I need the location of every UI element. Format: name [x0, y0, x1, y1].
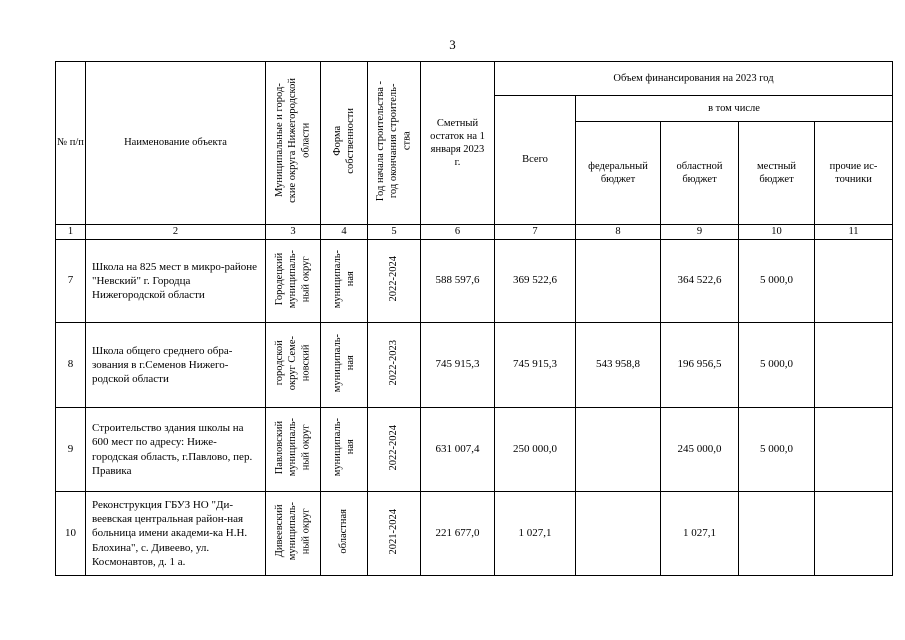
- row-number: 8: [56, 323, 86, 408]
- total-value: 369 522,6: [495, 240, 576, 323]
- ownership-cell: [321, 240, 368, 323]
- object-name: Школа на 825 мест в микро-районе "Невский" г. Городца Нижегородской области: [86, 240, 266, 323]
- column-number: 10: [739, 225, 815, 240]
- district-line: ный округ: [300, 508, 312, 555]
- column-number: 6: [421, 225, 495, 240]
- total-value: 745 915,3: [495, 323, 576, 408]
- other-value: [815, 323, 893, 408]
- header-years-line: ства: [401, 131, 413, 151]
- other-value: [815, 240, 893, 323]
- federal-value: 543 958,8: [576, 323, 661, 408]
- ownership-line: ная: [345, 271, 356, 287]
- table-row: [56, 240, 893, 323]
- row-number: 7: [56, 240, 86, 323]
- regional-value: 364 522,6: [661, 240, 739, 323]
- district-line: Городецкий: [274, 252, 286, 306]
- district-cell: [266, 323, 321, 408]
- header-financing: Объем финансирования на 2023 год: [495, 62, 893, 96]
- column-number: 1: [56, 225, 86, 240]
- header-ownership-line: собственности: [345, 108, 356, 174]
- district-line: новский: [300, 344, 312, 382]
- other-value: [815, 408, 893, 492]
- ownership-cell: [321, 323, 368, 408]
- total-value: 1 027,1: [495, 492, 576, 576]
- regional-value: 1 027,1: [661, 492, 739, 576]
- balance-value: 631 007,4: [421, 408, 495, 492]
- header-other: прочие ис-точники: [815, 122, 893, 225]
- object-name: Реконструкция ГБУЗ НО "Ди-веевская центральная район-ная больница имени академи-ка Н.Н. Блохина", с. Дивеево, ул. Космонавтов, д. 1 а.: [86, 492, 266, 576]
- header-ownership: [321, 62, 368, 225]
- federal-value: [576, 408, 661, 492]
- local-value: 5 000,0: [739, 408, 815, 492]
- row-number: 10: [56, 492, 86, 576]
- ownership-line: муниципаль-: [331, 249, 343, 309]
- ownership-line: ная: [345, 355, 356, 371]
- column-number: 4: [321, 225, 368, 240]
- row-number: 9: [56, 408, 86, 492]
- financing-table: [55, 61, 893, 576]
- header-ownership-line: Форма: [331, 126, 343, 156]
- federal-value: [576, 492, 661, 576]
- header-district-line: Муниципальные и город-: [274, 84, 286, 198]
- years-value: 2022-2024: [388, 424, 400, 471]
- district-line: ный округ: [300, 255, 312, 302]
- header-years: [368, 62, 421, 225]
- table-row: [56, 408, 893, 492]
- column-number: 11: [815, 225, 893, 240]
- header-federal: федеральный бюджет: [576, 122, 661, 225]
- years-value: 2022-2024: [388, 256, 400, 302]
- ownership-cell: [321, 408, 368, 492]
- column-number: 5: [368, 225, 421, 240]
- regional-value: 245 000,0: [661, 408, 739, 492]
- header-years-line: год окончания строитель-: [388, 83, 400, 199]
- district-cell: [266, 408, 321, 492]
- years-cell: [368, 323, 421, 408]
- local-value: 5 000,0: [739, 240, 815, 323]
- local-value: 5 000,0: [739, 323, 815, 408]
- column-number: 7: [495, 225, 576, 240]
- total-value: 250 000,0: [495, 408, 576, 492]
- ownership-line: муниципаль-: [331, 333, 343, 393]
- district-line: городской: [274, 340, 286, 386]
- header-number: № п/п: [56, 62, 86, 225]
- district-line: муниципаль-: [287, 418, 299, 477]
- years-value: 2021-2024: [388, 508, 400, 555]
- years-cell: [368, 240, 421, 323]
- district-line: муниципаль-: [287, 249, 299, 309]
- ownership-line: муниципаль-: [331, 418, 343, 477]
- column-number: 2: [86, 225, 266, 240]
- ownership-line: областная: [338, 509, 350, 554]
- district-line: Павловский: [274, 420, 286, 475]
- district-line: ный округ: [300, 424, 312, 471]
- header-district-line: области: [300, 123, 312, 159]
- table-row: [56, 323, 893, 408]
- header-total: Всего: [495, 96, 576, 225]
- years-value: 2022-2023: [388, 340, 400, 386]
- district-cell: [266, 492, 321, 576]
- local-value: [739, 492, 815, 576]
- header-regional: областной бюджет: [661, 122, 739, 225]
- ownership-cell: [321, 492, 368, 576]
- header-years-line: Год начала строительства -: [375, 80, 387, 201]
- header-district-line: ские округа Нижегородской: [287, 78, 299, 204]
- regional-value: 196 956,5: [661, 323, 739, 408]
- column-number: 8: [576, 225, 661, 240]
- years-cell: [368, 492, 421, 576]
- district-line: округ Семе-: [287, 335, 299, 391]
- balance-value: 745 915,3: [421, 323, 495, 408]
- district-line: Дивеевский: [274, 504, 286, 558]
- header-district: [266, 62, 321, 225]
- balance-value: 588 597,6: [421, 240, 495, 323]
- column-number: 9: [661, 225, 739, 240]
- ownership-line: ная: [345, 439, 356, 455]
- district-cell: [266, 240, 321, 323]
- header-object-name: Наименование объекта: [86, 62, 266, 225]
- district-line: муниципаль-: [287, 502, 299, 561]
- table-row: [56, 492, 893, 576]
- column-number: 3: [266, 225, 321, 240]
- header-balance: Сметный остаток на 1 января 2023 г.: [421, 62, 495, 225]
- years-cell: [368, 408, 421, 492]
- object-name: Школа общего среднего обра-зования в г.Семенов Нижего-родской области: [86, 323, 266, 408]
- header-local: местный бюджет: [739, 122, 815, 225]
- header-including: в том числе: [576, 96, 893, 122]
- object-name: Строительство здания школы на 600 мест по адресу: Ниже-городская область, г.Павлово, пер. Правика: [86, 408, 266, 492]
- federal-value: [576, 240, 661, 323]
- balance-value: 221 677,0: [421, 492, 495, 576]
- page-number: 3: [449, 37, 456, 52]
- other-value: [815, 492, 893, 576]
